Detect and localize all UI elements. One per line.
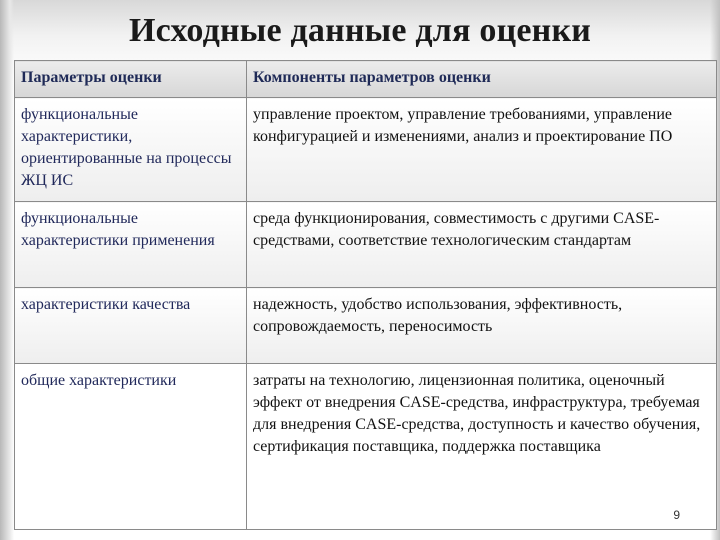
evaluation-data-table	[14, 60, 717, 530]
left-edge-shadow	[0, 0, 14, 540]
table-header-row	[15, 61, 717, 98]
param-cell: функциональные характеристики, ориентированные на процессы ЖЦ ИС	[15, 98, 247, 202]
param-cell: общие характеристики	[15, 364, 247, 530]
header-parameters: Параметры оценки	[15, 61, 247, 98]
components-cell: управление проектом, управление требованиями, управление конфигурацией и изменениями, анализ и проектирование ПО	[247, 98, 717, 202]
param-cell: характеристики качества	[15, 288, 247, 364]
table-row	[15, 364, 717, 530]
components-cell: затраты на технологию, лицензионная политика, оценочный эффект от внедрения CASE-средства, инфраструктура, требуемая для внедрения CASE-средства, доступность и качество обучения, сертификация поставщика, поддержка поставщика	[247, 364, 717, 530]
page-number: 9	[673, 508, 680, 522]
components-cell: надежность, удобство использования, эффективность, сопровождаемость, переносимость	[247, 288, 717, 364]
param-cell: функциональные характеристики применения	[15, 202, 247, 288]
header-components: Компоненты параметров оценки	[247, 61, 717, 98]
table-row	[15, 288, 717, 364]
table-row	[15, 98, 717, 202]
slide-title: Исходные данные для оценки	[128, 12, 592, 49]
components-cell: среда функционирования, совместимость с другими CASE-средствами, соответствие технологическим стандартам	[247, 202, 717, 288]
table-row	[15, 202, 717, 288]
